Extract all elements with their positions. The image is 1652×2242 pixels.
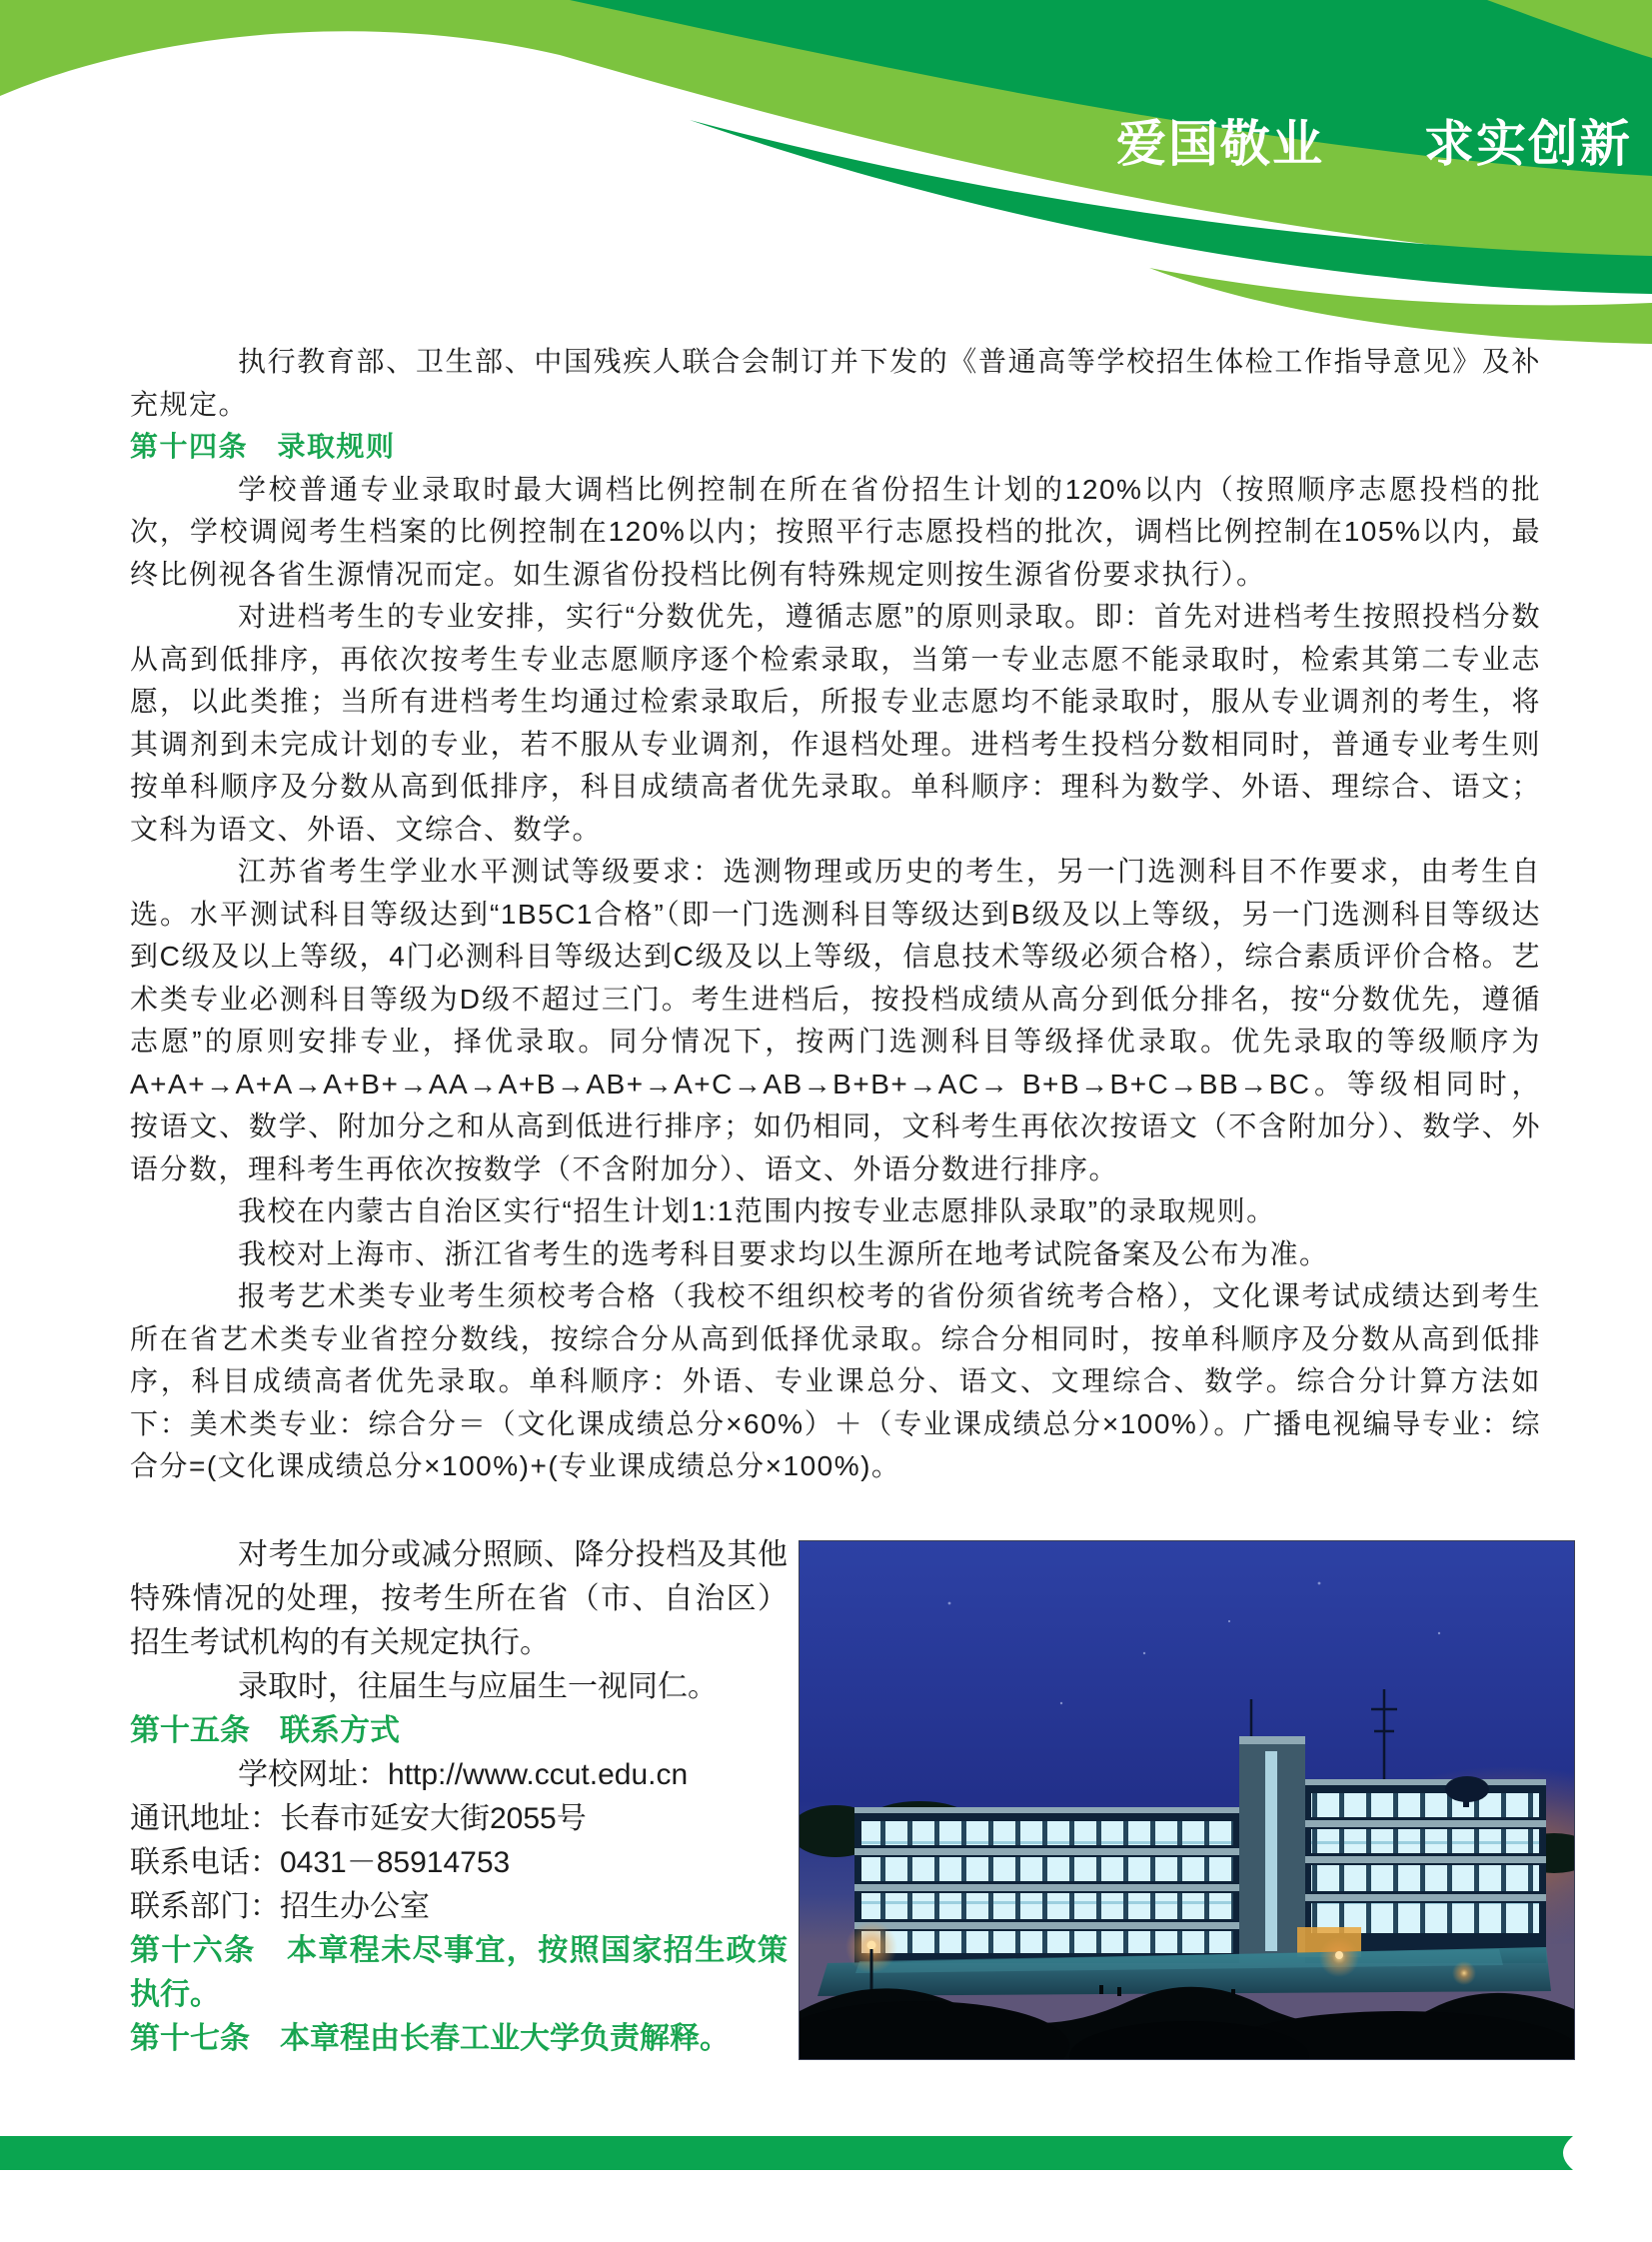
paragraph: 执行教育部、卫生部、中国残疾人联合会制订并下发的《普通高等学校招生体检工作指导意见》及补充规定。 xyxy=(130,346,1541,420)
paragraph: 我校对上海市、浙江省考生的选考科目要求均以生源所在地考试院备案及公布为准。 xyxy=(238,1237,1329,1269)
paragraph: 对进档考生的专业安排，实行“分数优先，遵循志愿”的原则录取。即：首先对进档考生按照投档分数从高到低排序，再依次按考生专业志愿顺序逐个检索录取，当第一专业志愿不能录取时，检索其第二专业志愿，以此类推；当所有进档考生均通过检索录取后，所报专业志愿均不能录取时，服从专业调剂的考生，将其调剂到未完成计划的专业，若不服从专业调剂，作退档处理。进档考生投档分数相同时，普通专业考生则按单科顺序及分数从高到低排序，科目成绩高者优先录取。单科顺序：理科为数学、外语、理综合、语文；文科为语文、外语、文综合、数学。 xyxy=(130,601,1541,845)
school-motto xyxy=(1116,104,1632,176)
paragraph: 联系部门：招生办公室 xyxy=(130,1890,430,1923)
section-heading: 第十五条 联系方式 xyxy=(130,1714,400,1747)
paragraph: 学校网址：http://www.ccut.edu.cn xyxy=(238,1758,689,1791)
paragraph: 江苏省考生学业水平测试等级要求：选测物理或历史的考生，另一门选测科目不作要求，由考生自选。水平测试科目等级达到“1B5C1合格”（即一门选测科目等级达到B级及以上等级，另一门选测科目等级达到C级及以上等级，4门必测科目等级达到C级及以上等级，信息技术等级必须合格），综合素质评价合格。艺术类专业必测科目等级为D级不超过三门。考生进档后，按投档成绩从高分到低分排名，按“分数优先，遵循志愿”的原则安排专业，择优录取。同分情况下，按两门选测科目等级择优录取。优先录取的等级顺序为A+A+→A+A→A+B+→AA→A+B→AB+→A+C→AB→B+B+→AC→ B+B→B+C→BB→BC。等级相同时，按语文、数学、附加分之和从高到低进行排序；如仍相同，文科考生再依次按语文（不含附加分）、数学、外语分数，理科考生再依次按数学（不含附加分）、语文、外语分数进行排序。 xyxy=(130,856,1541,1184)
section-heading: 第十七条 本章程由长春工业大学负责解释。 xyxy=(130,2022,730,2055)
paragraph: 通讯地址：长春市延安大街2055号 xyxy=(130,1802,587,1835)
paragraph: 联系电话：0431－85914753 xyxy=(130,1846,511,1879)
footer-band xyxy=(0,2134,1652,2174)
contact-column xyxy=(130,1533,788,2061)
campus-photo-graphic xyxy=(800,1541,1574,2059)
section-heading: 第十六条 本章程未尽事宜，按照国家招生政策执行。 xyxy=(130,1934,788,2011)
paragraph: 录取时，往届生与应届生一视同仁。 xyxy=(238,1670,718,1703)
motto-part-2: 求实创新 xyxy=(1423,116,1632,172)
paragraph: 学校普通专业录取时最大调档比例控制在所在省份招生计划的120%以内（按照顺序志愿投档的批次，学校调阅考生档案的比例控制在120%以内；按照平行志愿投档的批次，调档比例控制在105%以内，最终比例视各省生源情况而定。如生源省份投档比例有特殊规定则按生源省份要求执行）。 xyxy=(130,473,1541,590)
motto-part-1: 爱国敬业 xyxy=(1116,116,1324,172)
section-heading: 第十四条 录取规则 xyxy=(130,431,396,462)
article-body xyxy=(130,341,1541,1488)
paragraph: 对考生加分或减分照顾、降分投档及其他特殊情况的处理，按考生所在省（市、自治区）招生考试机构的有关规定执行。 xyxy=(130,1538,788,1659)
paragraph: 报考艺术类专业考生须校考合格（我校不组织校考的省份须省统考合格），文化课考试成绩达到考生所在省艺术类专业省控分数线，按综合分从高到低择优录取。综合分相同时，按单科顺序及分数从高到低排序，科目成绩高者优先录取。单科顺序：外语、专业课总分、语文、文理综合、数学。综合分计算方法如下：美术类专业：综合分＝（文化课成绩总分×60%）＋（专业课成绩总分×100%）。广播电视编导专业：综合分=(文化课成绩总分×100%)+(专业课成绩总分×100%)。 xyxy=(130,1280,1541,1481)
paragraph: 我校在内蒙古自治区实行“招生计划1:1范围内按专业志愿排队录取”的录取规则。 xyxy=(238,1195,1276,1226)
campus-photo xyxy=(800,1541,1574,2059)
